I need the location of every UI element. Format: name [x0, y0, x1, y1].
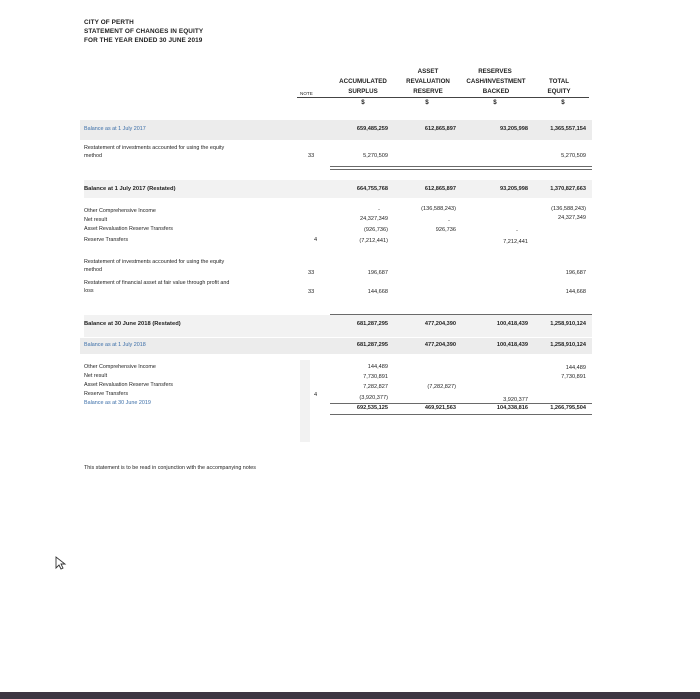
- header-total: TOTAL: [548, 78, 570, 85]
- row-label: Balance at 30 June 2018 (Restated): [84, 321, 181, 327]
- cell-note: 33: [308, 153, 315, 159]
- cell-cash: 100,418,439: [496, 342, 528, 348]
- row-label-cont: method: [84, 267, 102, 273]
- title-line-3: FOR THE YEAR ENDED 30 JUNE 2019: [84, 37, 203, 44]
- cell-total: 1,365,557,154: [550, 126, 586, 132]
- cell-total: 1,258,910,124: [550, 321, 586, 327]
- row-label: Restatement of investments accounted for using the equity: [84, 145, 225, 151]
- cell-acc: (926,736): [364, 227, 388, 233]
- cell-rev: (136,588,243): [421, 206, 456, 212]
- row-label: Other Comprehensive Income: [84, 364, 156, 370]
- row-label: Balance as at 30 June 2019: [84, 400, 151, 406]
- cell-acc: 24,327,349: [360, 216, 388, 222]
- cell-acc: 664,755,768: [356, 186, 388, 192]
- header-asset: ASSET: [417, 68, 439, 75]
- row-label: Balance as at 1 July 2017: [84, 126, 146, 132]
- cell-total: 5,270,509: [561, 153, 586, 159]
- header-reserves: RESERVES: [478, 68, 512, 75]
- cell-note: 4: [314, 392, 318, 398]
- cell-total: 196,687: [565, 270, 586, 276]
- footer-note: This statement is to be read in conjunction with the accompanying notes: [84, 465, 256, 471]
- cell-cash: 3,920,377: [503, 397, 528, 403]
- header-underline: [297, 97, 589, 98]
- cell-acc: 681,287,295: [356, 321, 388, 327]
- cell-rev: (7,282,827): [427, 384, 456, 390]
- cell-cash: 7,212,441: [503, 239, 528, 245]
- window-bottom-bar: [0, 692, 700, 699]
- title-line-1: CITY OF PERTH: [84, 19, 134, 26]
- row-label-cont: loss: [84, 288, 94, 294]
- rule: [330, 403, 592, 404]
- cell-total: 1,370,827,663: [550, 186, 586, 192]
- cell-acc: (7,212,441): [359, 238, 388, 244]
- cell-rev: 926,736: [435, 227, 456, 233]
- cell-rev: 469,921,563: [424, 405, 456, 411]
- row-label: Net result: [84, 373, 108, 379]
- currency-total: $: [561, 99, 565, 106]
- dash: -: [378, 207, 380, 213]
- currency-cash: $: [493, 99, 497, 106]
- row-label: Net result: [84, 217, 108, 223]
- cell-cash: 93,205,998: [500, 186, 528, 192]
- cell-acc: 7,282,827: [363, 384, 388, 390]
- row-label: Other Comprehensive Income: [84, 208, 156, 214]
- cell-rev: 612,865,897: [424, 186, 456, 192]
- cell-acc: (3,920,377): [359, 395, 388, 401]
- currency-acc: $: [361, 99, 365, 106]
- header-revaluation: REVALUATION: [406, 78, 450, 85]
- cell-note: 33: [308, 270, 315, 276]
- cell-total: 24,327,349: [558, 215, 586, 221]
- header-backed: BACKED: [482, 88, 510, 95]
- cell-total: 7,730,891: [561, 374, 586, 380]
- cell-total: (136,588,243): [551, 206, 586, 212]
- header-reserve: RESERVE: [413, 88, 443, 95]
- dash: -: [448, 218, 450, 224]
- cell-cash: 93,205,998: [500, 126, 528, 132]
- shade-note-col: [300, 360, 310, 442]
- rule: [330, 414, 592, 415]
- cell-note: 33: [308, 289, 315, 295]
- header-note: NOTE: [300, 91, 313, 96]
- cell-note: 4: [314, 237, 318, 243]
- mouse-pointer-icon: [54, 556, 68, 570]
- row-label: Reserve Transfers: [84, 237, 129, 243]
- header-equity: EQUITY: [547, 88, 571, 95]
- cell-acc: 144,489: [367, 364, 388, 370]
- cell-total: 1,258,910,124: [550, 342, 586, 348]
- cell-total: 144,489: [565, 365, 586, 371]
- rule: [330, 166, 592, 167]
- cell-acc: 659,485,259: [356, 126, 388, 132]
- cell-total: 144,668: [565, 289, 586, 295]
- cell-total: 1,266,795,504: [550, 405, 586, 411]
- row-label: Restatement of financial asset at fair value through profit and: [84, 280, 230, 286]
- cell-acc: 196,687: [367, 270, 388, 276]
- row-label: Balance at 1 July 2017 (Restated): [84, 186, 176, 192]
- currency-rev: $: [425, 99, 429, 106]
- cell-cash: 104,338,816: [496, 405, 528, 411]
- header-accumulated: ACCUMULATED: [339, 78, 387, 85]
- rule-double: [330, 169, 592, 170]
- rule: [330, 314, 592, 315]
- row-label: Restatement of investments accounted for using the equity: [84, 259, 225, 265]
- cell-rev: 477,204,390: [424, 342, 456, 348]
- cell-rev: 612,865,897: [424, 126, 456, 132]
- cell-acc: 692,535,125: [356, 405, 388, 411]
- cell-acc: 144,668: [367, 289, 388, 295]
- row-label: Asset Revaluation Reserve Transfers: [84, 226, 173, 232]
- header-cash-investment: CASH/INVESTMENT: [466, 78, 526, 85]
- row-label: Asset Revaluation Reserve Transfers: [84, 382, 173, 388]
- cell-acc: 5,270,509: [363, 153, 388, 159]
- row-label: Reserve Transfers: [84, 391, 129, 397]
- row-label: Balance as at 1 July 2018: [84, 342, 146, 348]
- header-surplus: SURPLUS: [348, 88, 378, 95]
- cell-acc: 681,287,295: [356, 342, 388, 348]
- cell-cash: 100,418,439: [496, 321, 528, 327]
- row-label-cont: method: [84, 153, 102, 159]
- cell-rev: 477,204,390: [424, 321, 456, 327]
- dash: -: [516, 228, 518, 234]
- cell-acc: 7,730,891: [363, 374, 388, 380]
- title-line-2: STATEMENT OF CHANGES IN EQUITY: [84, 28, 204, 35]
